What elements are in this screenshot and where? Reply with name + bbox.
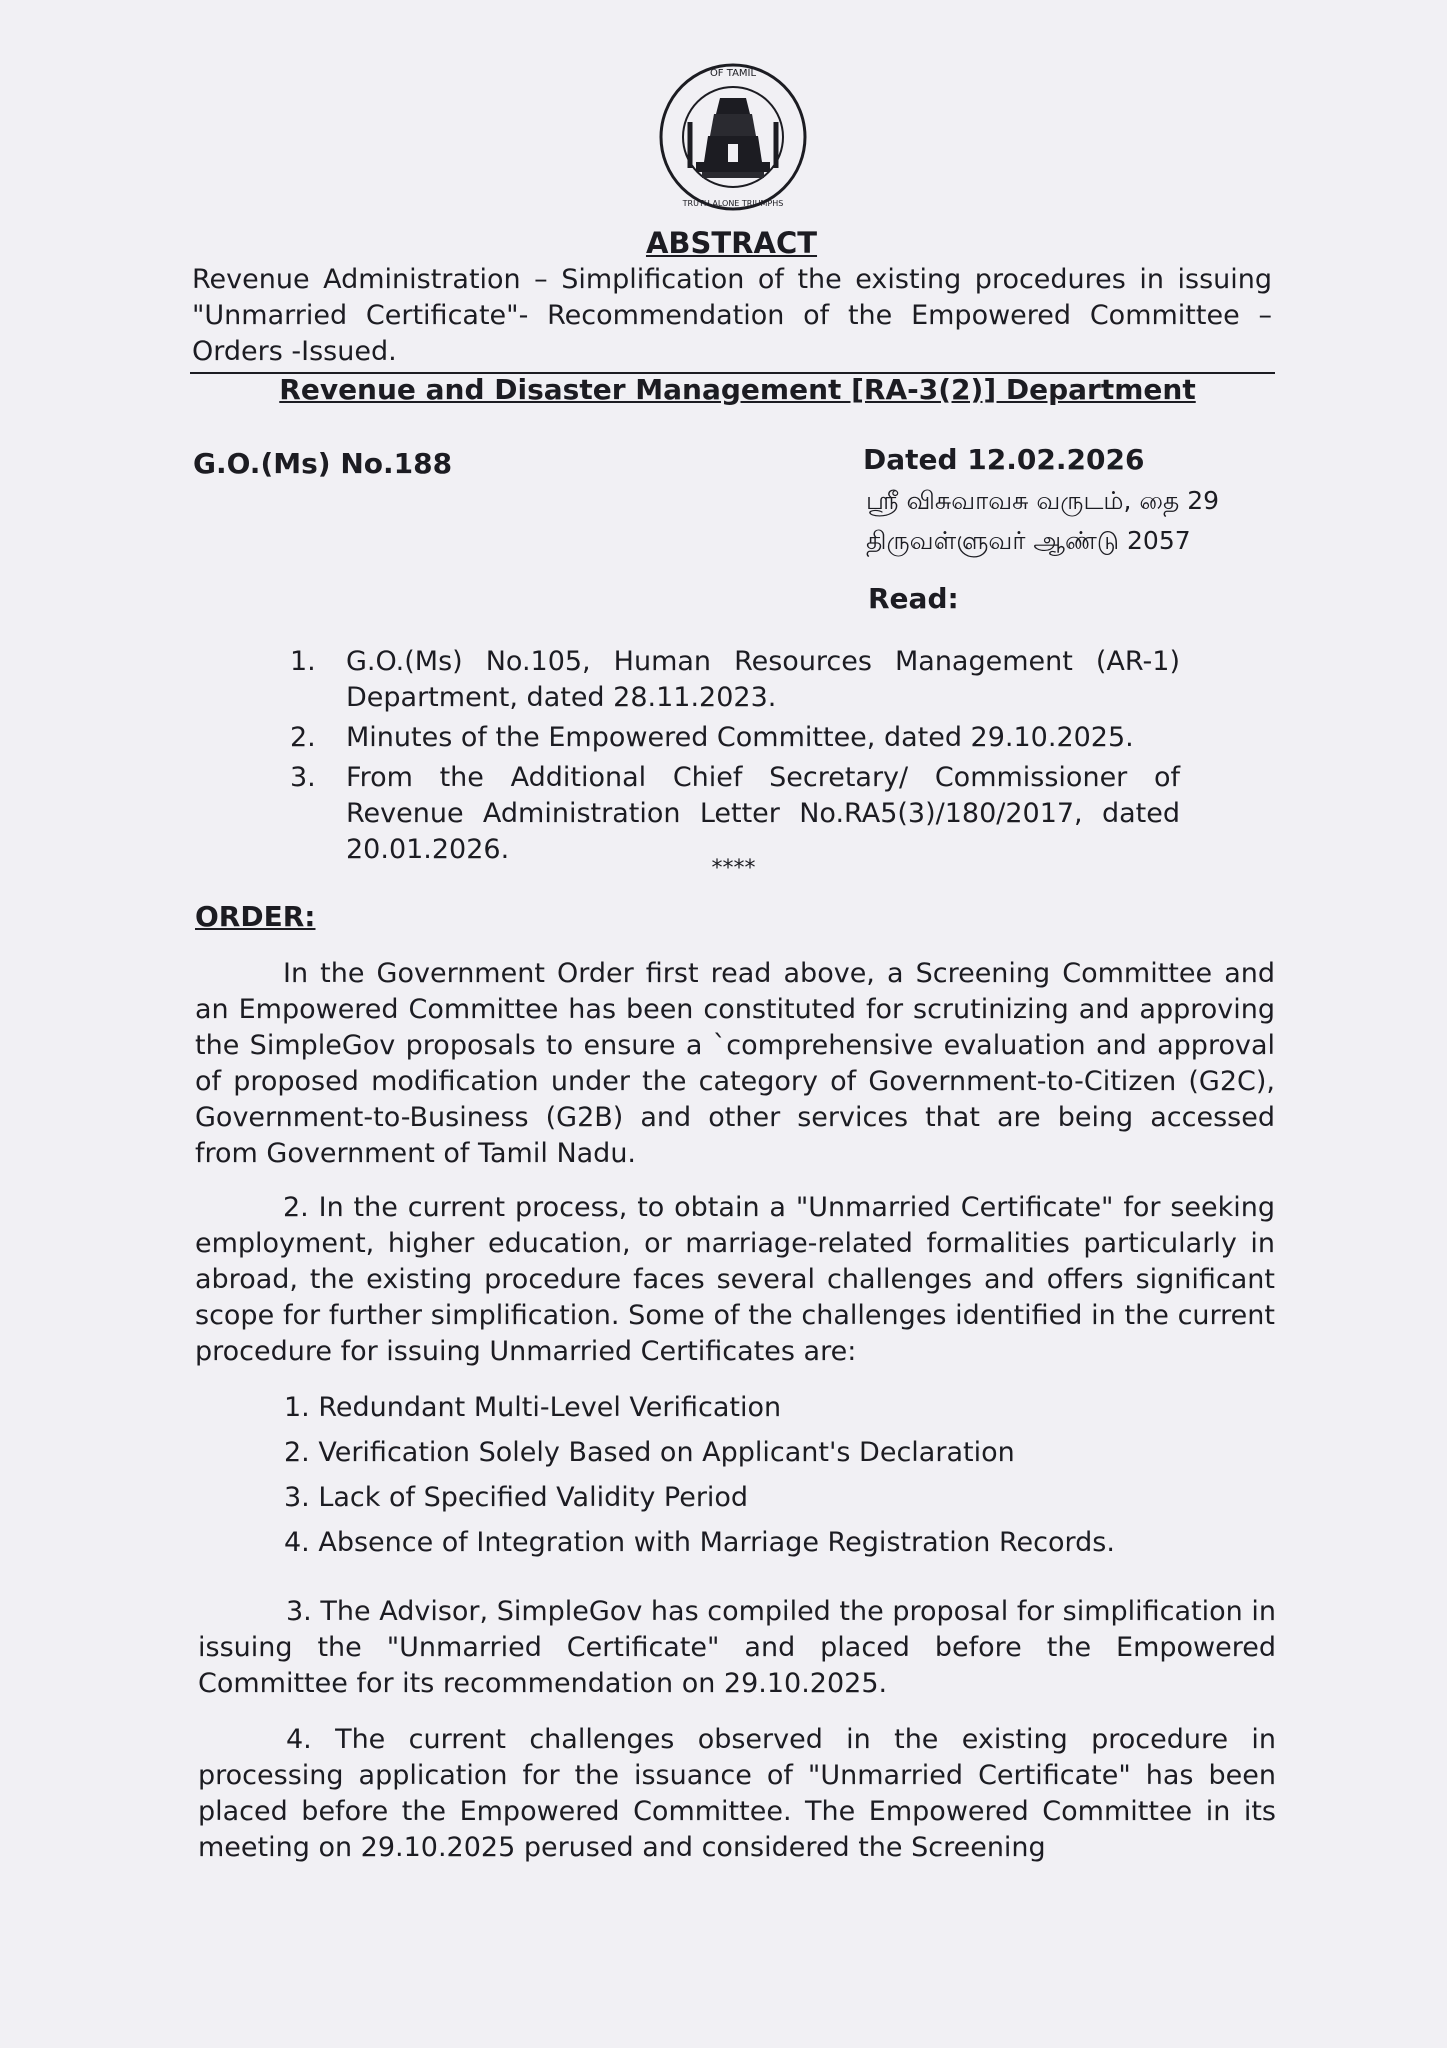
section-separator: **** (711, 856, 756, 881)
reference-number: 3. (290, 762, 316, 793)
order-paragraph-1: In the Government Order first read above, a Screening Committee and an Empowered Committee has been constituted for scrutinizing and approving the SimpleGov proposals to ensure a `comprehensive evaluation and approval of proposed modification under the category of Government-to-Citizen (G2C), Government-to-Business (G2B) and other services that are being accessed from Government of Tamil Nadu. (195, 958, 1275, 1169)
go-number: G.O.(Ms) No.188 (193, 447, 453, 480)
reference-number: 2. (290, 722, 316, 753)
order-paragraph-3: 3. The Advisor, SimpleGov has compiled the proposal for simplification in issuing the "Unmarried Certificate" and placed before the Empowered Committee for its recommendation on 29.10.2025. (198, 1596, 1276, 1699)
read-label: Read: (868, 582, 959, 615)
order-date: Dated 12.02.2026 (863, 443, 1145, 476)
order-heading: ORDER: (195, 900, 316, 933)
reference-number: 1. (290, 646, 316, 677)
challenge-item: 4. Absence of Integration with Marriage Registration Records. (284, 1527, 1115, 1558)
svg-text:OF TAMIL: OF TAMIL (709, 68, 757, 79)
order-paragraph-4: 4. The current challenges observed in the existing procedure in processing application for the issuance of "Unmarried Certificate" has been placed before the Empowered Committee. The Empowered Committee in its meeting on 29.10.2025 perused and considered the Screening (198, 1724, 1276, 1863)
order-paragraph-2: 2. In the current process, to obtain a "Unmarried Certificate" for seeking employment, higher education, or marriage-related formalities particularly in abroad, the existing procedure faces several challenges and offers significant scope for further simplification. Some of the challenges identified in the current procedure for issuing Unmarried Certificates are: (195, 1192, 1275, 1367)
challenge-item: 1. Redundant Multi-Level Verification (284, 1392, 782, 1423)
tamil-date-line: ஸ்ரீ விசுவாவசு வருடம், தை 29 (866, 486, 1220, 515)
reference-text: From the Additional Chief Secretary/ Commissioner of Revenue Administration Letter No.RA5(3)/180/2017, dated 20.01.2026. (346, 762, 1180, 865)
tamil-year-line: திருவள்ளுவர் ஆண்டு 2057 (866, 526, 1191, 555)
abstract-text: Revenue Administration – Simplification of the existing procedures in issuing "Unmarried Certificate"- Recommendation of the Empowered Committee – Orders -Issued. (192, 264, 1272, 367)
challenge-item: 2. Verification Solely Based on Applicant's Declaration (284, 1437, 1015, 1468)
references-list (290, 644, 1180, 872)
svg-text:TRUTH ALONE TRIUMPHS: TRUTH ALONE TRIUMPHS (682, 199, 784, 208)
reference-item (290, 760, 1180, 868)
abstract-heading: ABSTRACT (645, 226, 818, 260)
challenge-item: 3. Lack of Specified Validity Period (284, 1482, 749, 1513)
tamil-nadu-emblem-logo (658, 62, 808, 212)
reference-text: Minutes of the Empowered Committee, dated 29.10.2025. (346, 722, 1134, 753)
reference-text: G.O.(Ms) No.105, Human Resources Management (AR-1) Department, dated 28.11.2023. (346, 646, 1180, 713)
challenges-list (284, 1385, 1115, 1565)
reference-item (290, 644, 1180, 716)
department-heading: Revenue and Disaster Management [RA-3(2)] Department (279, 373, 1196, 406)
reference-item (290, 720, 1180, 756)
